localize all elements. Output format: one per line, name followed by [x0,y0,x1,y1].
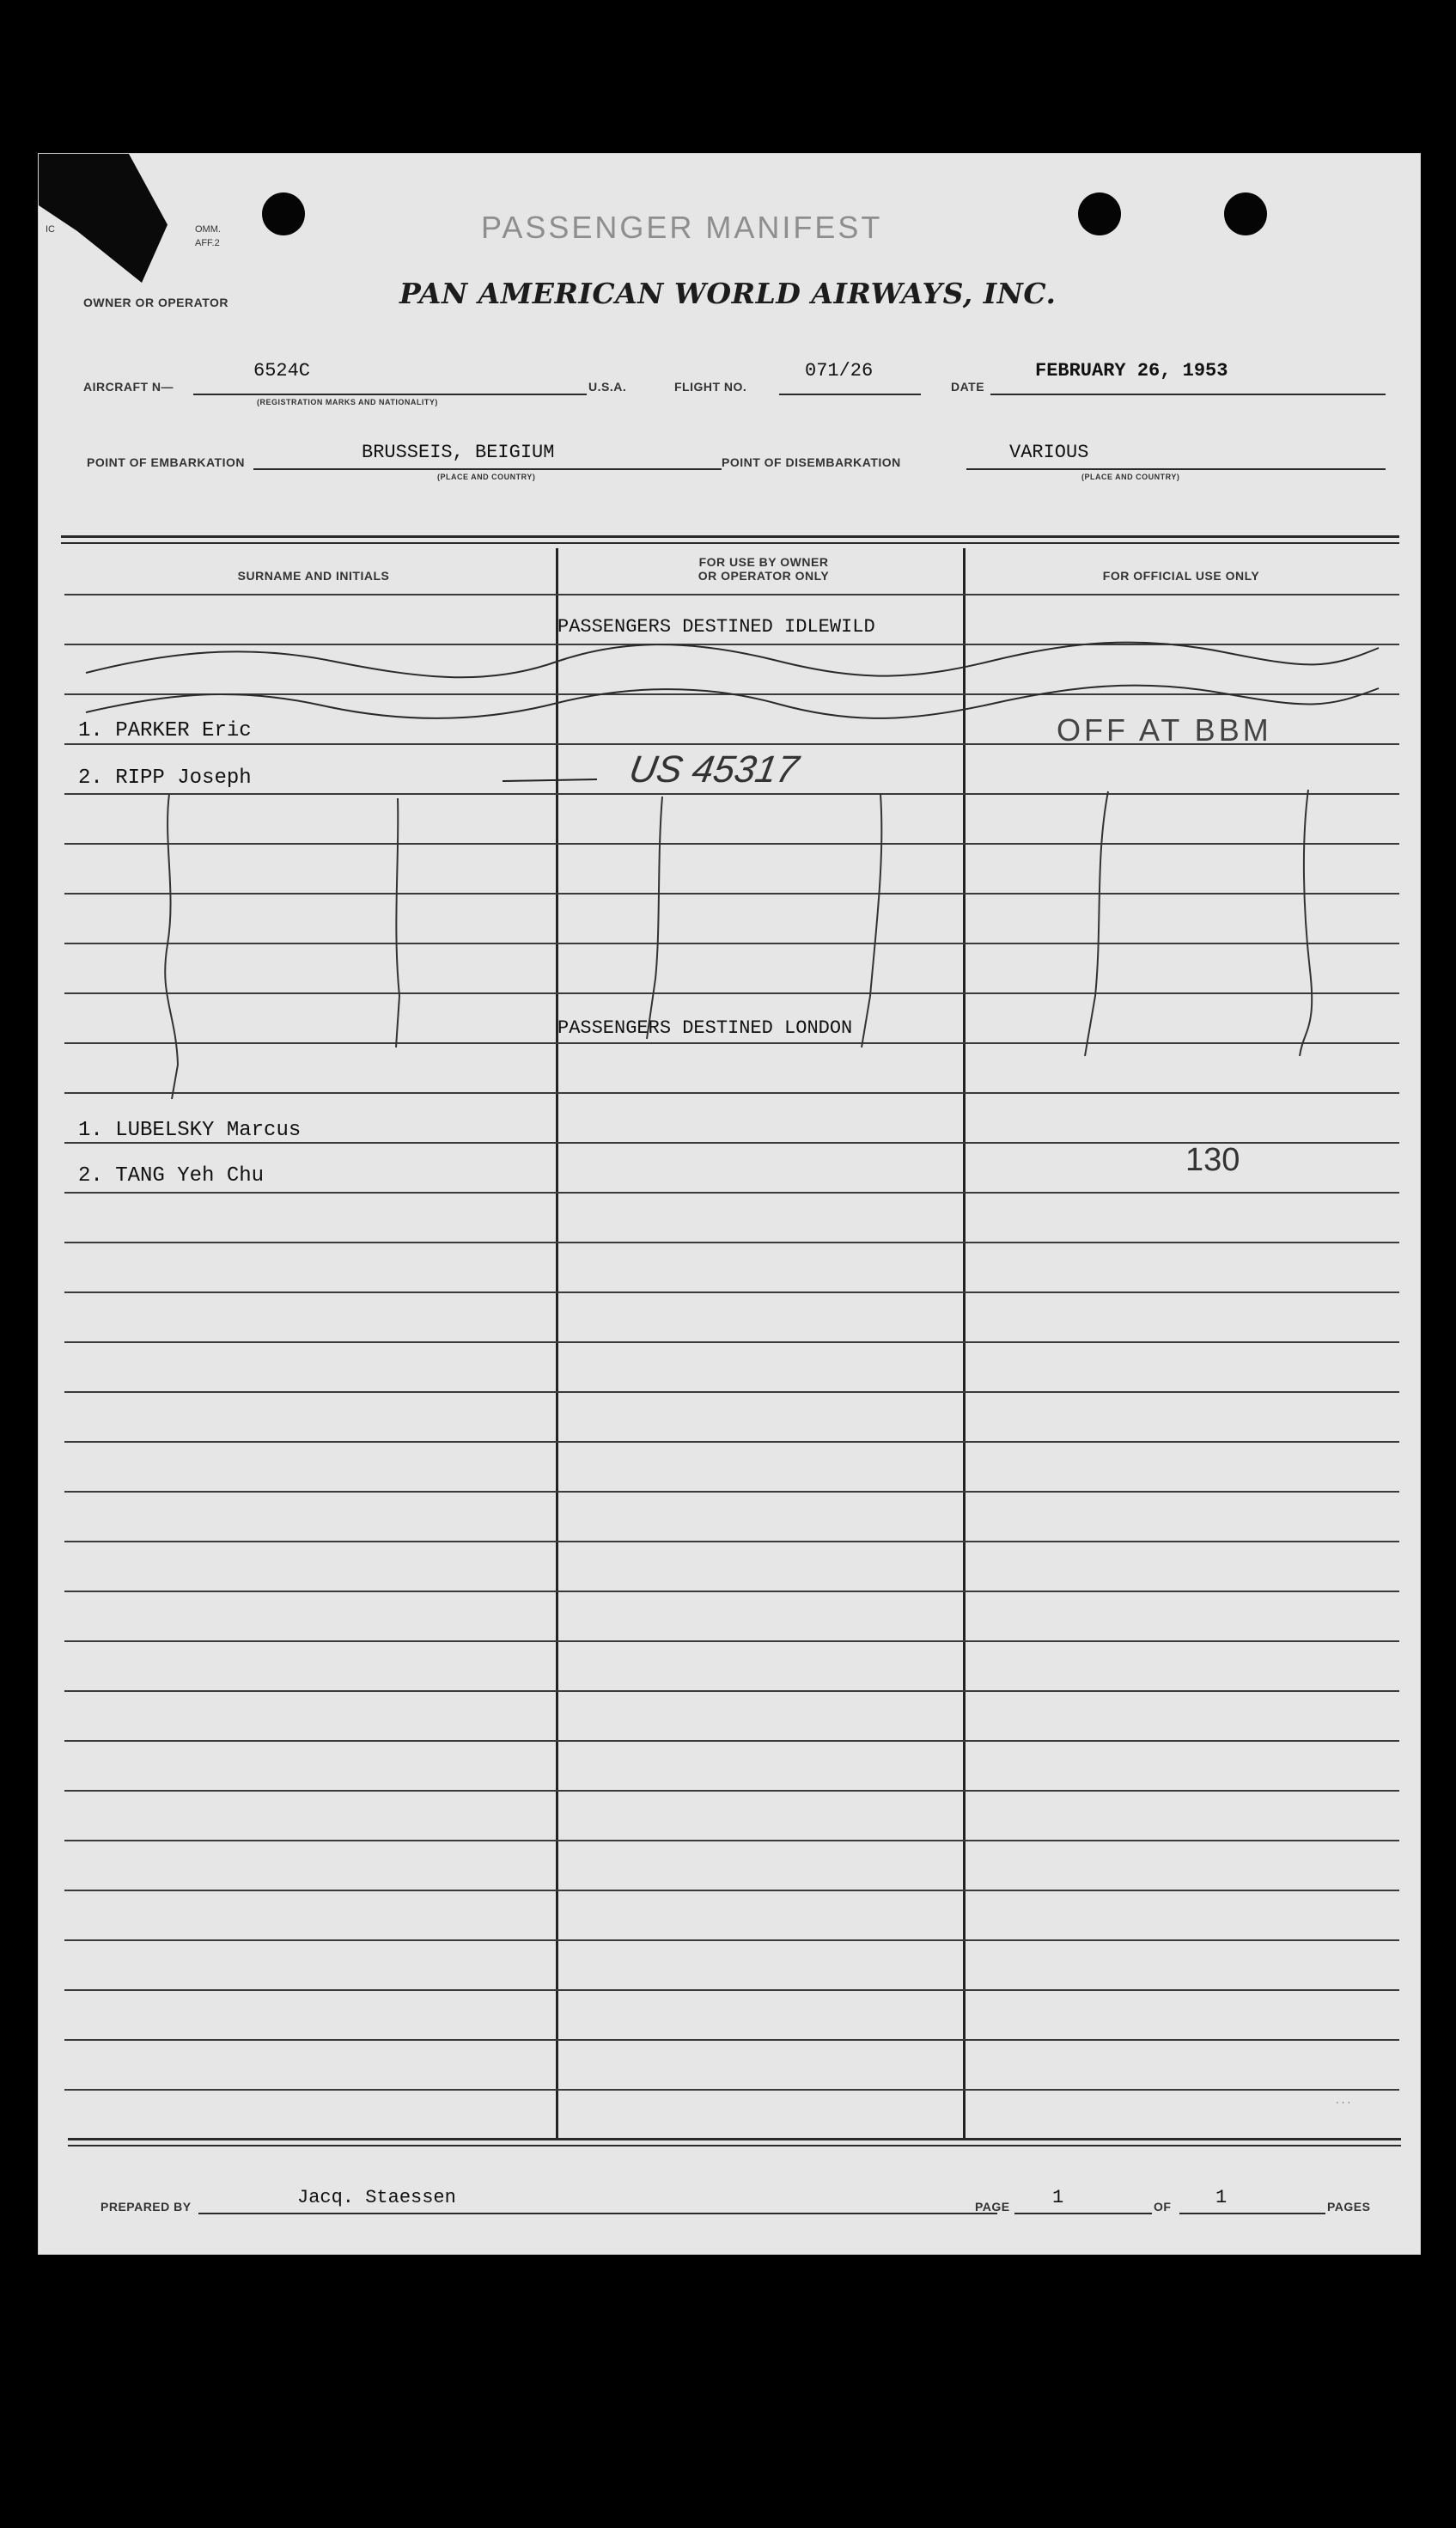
section-heading-idlewild: PASSENGERS DESTINED IDLEWILD [557,616,875,638]
date-value: FEBRUARY 26, 1953 [1035,360,1228,382]
section-heading-london: PASSENGERS DESTINED LONDON [557,1017,853,1039]
manifest-sheet [38,153,1421,2255]
wavy-strike-upper [86,643,1379,678]
passenger-name: RIPP Joseph [115,766,252,790]
aircraft-value: 6524C [253,360,311,382]
prepared-value: Jacq. Staessen [297,2187,456,2208]
handwritten-number: US 45317 [625,748,802,791]
owner-label: OWNER OR OPERATOR [83,296,228,309]
prepared-line [198,2213,997,2214]
col-official-header: FOR OFFICIAL USE ONLY [1102,569,1260,583]
date-label: DATE [951,380,985,394]
prepared-label: PREPARED BY [101,2200,192,2214]
official-number: 130 [1185,1142,1240,1178]
passenger-name: PARKER Eric [115,719,252,742]
col-owner-header-1: FOR USE BY OWNER [698,555,829,569]
wavy-strike-lower [86,686,1379,718]
of-label: OF [1154,2200,1172,2214]
corner-code-top: OMM. [195,224,221,235]
off-at-stamp: OFF AT BBM [1057,712,1272,748]
bracket-line [647,797,662,1039]
passenger-name: TANG Yeh Chu [115,1164,265,1188]
embark-value: BRUSSEIS, BEIGIUM [362,442,555,463]
passenger-number: 2. [78,1164,103,1188]
handwritten-marks [39,154,1420,2254]
corner-code-prefix: IC [46,224,55,235]
of-value: 1 [1215,2187,1228,2208]
disembark-label: POINT OF DISEMBARKATION [722,455,901,469]
bracket-line [1300,790,1312,1056]
bracket-line [862,794,881,1047]
corner-code-mid: AFF.2 [195,238,220,248]
embark-sublabel: (PLACE AND COUNTRY) [437,473,536,481]
bracket-line [1085,791,1108,1056]
flight-value: 071/26 [805,360,874,382]
flight-label: FLIGHT NO. [674,380,747,394]
embark-label: POINT OF EMBARKATION [87,455,245,469]
aircraft-sublabel: (REGISTRATION MARKS AND NATIONALITY) [257,398,438,406]
aircraft-label: AIRCRAFT N— [83,380,174,394]
passenger-number: 2. [78,766,103,790]
airline-name: PAN AMERICAN WORLD AIRWAYS, INC. [399,277,1057,310]
disembark-value: VARIOUS [1009,442,1089,463]
col-owner-header-2: OR OPERATOR ONLY [698,569,830,583]
bracket-line [396,798,399,1047]
pages-label: PAGES [1327,2200,1371,2214]
page-line [1014,2213,1152,2214]
table-bottom-rule-1 [68,2138,1401,2140]
form-title: PASSENGER MANIFEST [481,210,883,245]
corner-mark: · · · [1336,2098,1351,2108]
hand-dash [503,779,597,781]
passenger-name: LUBELSKY Marcus [115,1119,302,1142]
passenger-number: 1. [78,719,103,742]
disembark-sublabel: (PLACE AND COUNTRY) [1081,473,1180,481]
passenger-number: 1. [78,1119,103,1142]
col-surname-header: SURNAME AND INITIALS [237,569,390,583]
table-bottom-rule-2 [68,2145,1401,2146]
of-line [1179,2213,1325,2214]
page-value: 1 [1052,2187,1064,2208]
bracket-line [165,794,178,1099]
usa-label: U.S.A. [588,380,627,394]
page-label: PAGE [975,2200,1010,2214]
